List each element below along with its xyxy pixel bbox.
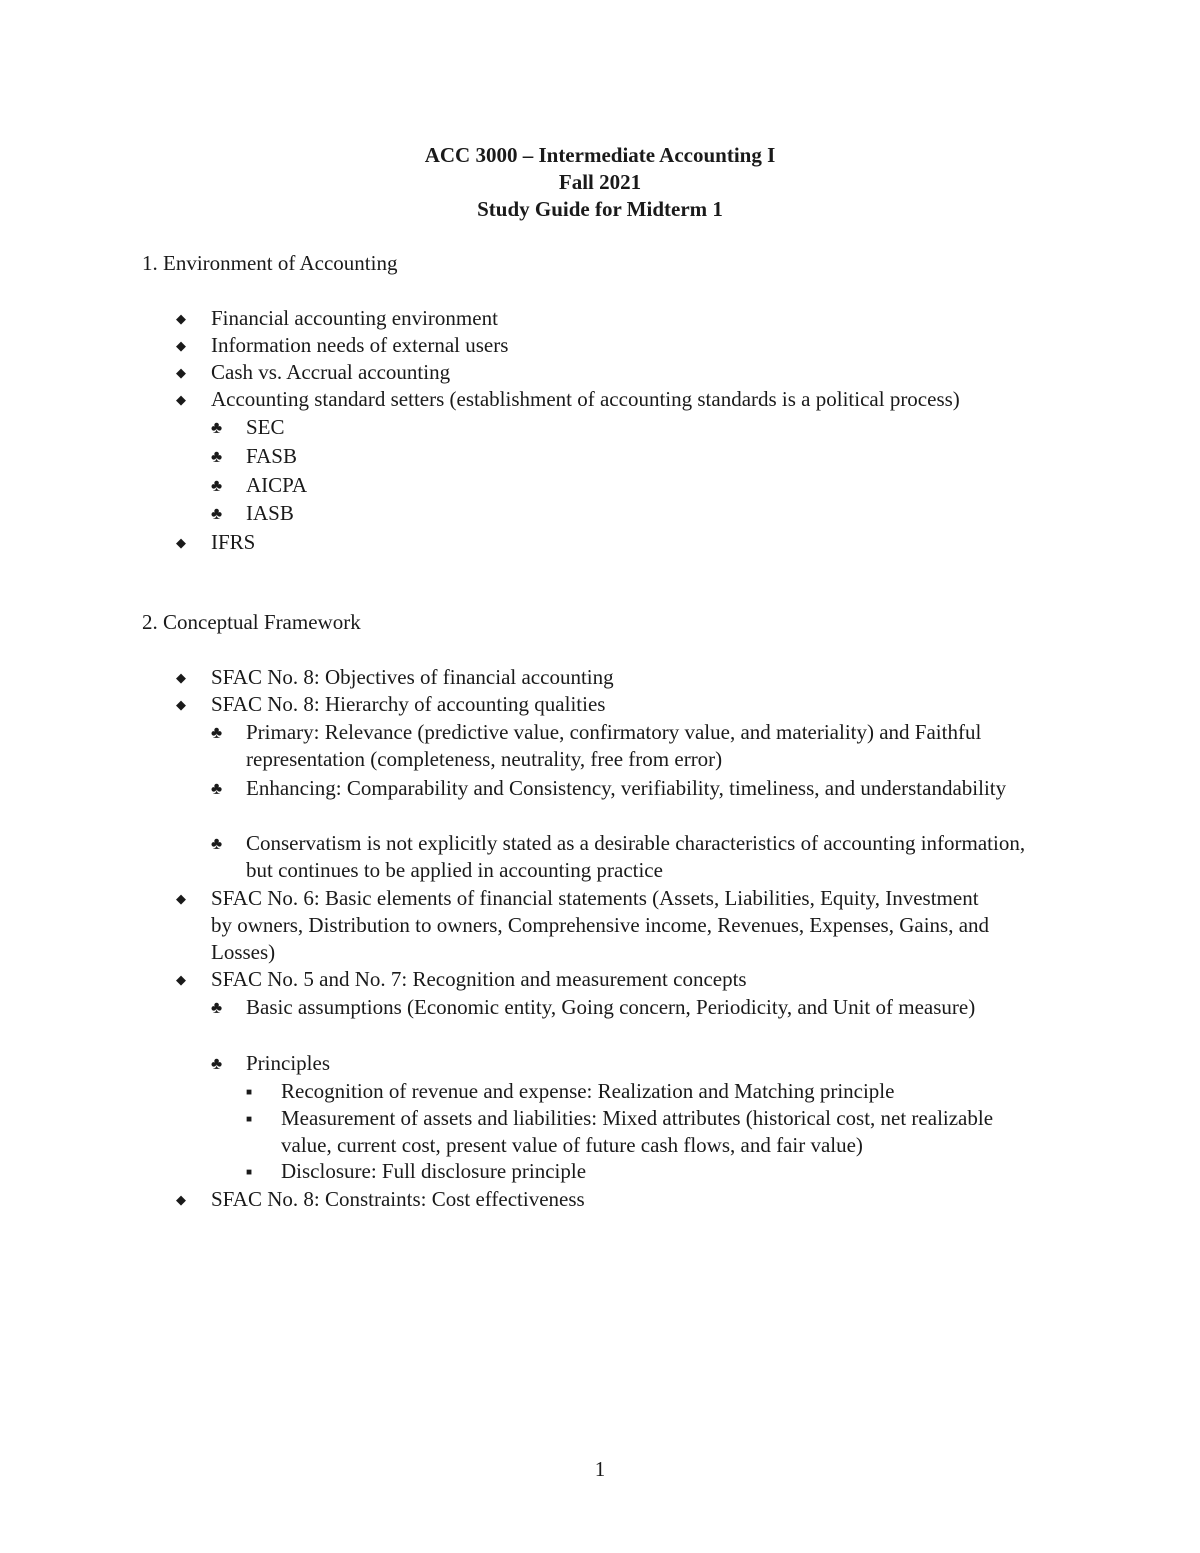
diamond-bullet-icon: ◆ xyxy=(176,891,186,906)
list-item: ♣ FASB xyxy=(211,444,297,468)
document-header xyxy=(0,142,1200,223)
list-item: ◆ Financial accounting environment xyxy=(176,306,498,330)
list-item: ♣ SEC xyxy=(211,415,285,439)
list-item: ◆ SFAC No. 6: Basic elements of financial statements (Assets, Liabilities, Equity, Investment by owners, Distribution to owners, Comprehensive income, Revenues, Expenses, Gains, and Losses) xyxy=(176,886,990,964)
diamond-bullet-icon: ◆ xyxy=(176,365,186,380)
list-item: ■ Disclosure: Full disclosure principle xyxy=(246,1158,1046,1185)
club-bullet-icon: ♣ xyxy=(211,447,223,466)
list-item: ♣ Principles xyxy=(211,1051,330,1075)
list-item: ♣ Enhancing: Comparability and Consistency, verifiability, timeliness, and understandability xyxy=(211,776,1007,800)
diamond-bullet-icon: ◆ xyxy=(176,697,186,712)
diamond-bullet-icon: ◆ xyxy=(176,392,186,407)
square-bullet-icon: ■ xyxy=(246,1167,253,1178)
diamond-bullet-icon: ◆ xyxy=(176,535,186,550)
list-item: ■ Measurement of assets and liabilities: Mixed attributes (historical cost, net realizable value, current cost, present value of future cash flows, and fair value) xyxy=(246,1106,994,1157)
term: Fall 2021 xyxy=(558,170,642,194)
document-title: Study Guide for Midterm 1 xyxy=(477,197,723,221)
list-item: ♣ Basic assumptions (Economic entity, Going concern, Periodicity, and Unit of measure) xyxy=(211,995,976,1019)
club-bullet-icon: ♣ xyxy=(211,779,223,798)
square-bullet-icon: ■ xyxy=(246,1087,253,1098)
club-bullet-icon: ♣ xyxy=(211,1054,223,1073)
list-item: ♣ Primary: Relevance (predictive value, confirmatory value, and materiality) and Faithful representation (completeness, neutrality, free from error) xyxy=(211,720,982,771)
list-item: ♣ AICPA xyxy=(211,473,308,497)
list-item: ◆ SFAC No. 8: Hierarchy of accounting qualities xyxy=(176,692,606,716)
diamond-bullet-icon: ◆ xyxy=(176,311,186,326)
club-bullet-icon: ♣ xyxy=(211,834,223,853)
list-item: ♣ IASB xyxy=(211,501,294,525)
list-item: ◆ SFAC No. 8: Objectives of financial accounting xyxy=(176,665,614,689)
square-bullet-icon: ■ xyxy=(246,1114,253,1125)
course-title: ACC 3000 – Intermediate Accounting I xyxy=(424,143,776,167)
diamond-bullet-icon: ◆ xyxy=(176,338,186,353)
list-item: ◆ Information needs of external users xyxy=(176,333,509,357)
club-bullet-icon: ♣ xyxy=(211,476,223,495)
list-item: ◆ SFAC No. 8: Constraints: Cost effectiveness xyxy=(176,1187,585,1211)
list-item: ◆ Accounting standard setters (establishment of accounting standards is a political process) xyxy=(176,387,960,411)
page-number: 1 xyxy=(594,1457,606,1481)
diamond-bullet-icon: ◆ xyxy=(176,1192,186,1207)
club-bullet-icon: ♣ xyxy=(211,998,223,1017)
list-item: ◆ IFRS xyxy=(176,530,256,554)
club-bullet-icon: ♣ xyxy=(211,504,223,523)
section-heading-conceptual-framework: 2. Conceptual Framework xyxy=(142,610,361,634)
section-heading-environment: 1. Environment of Accounting xyxy=(142,251,398,275)
list-item: ◆ Cash vs. Accrual accounting xyxy=(176,360,451,384)
list-item: ■ Recognition of revenue and expense: Realization and Matching principle xyxy=(246,1078,1046,1105)
club-bullet-icon: ♣ xyxy=(211,418,223,437)
club-bullet-icon: ♣ xyxy=(211,723,223,742)
diamond-bullet-icon: ◆ xyxy=(176,670,186,685)
list-item: ◆ SFAC No. 5 and No. 7: Recognition and measurement concepts xyxy=(176,967,747,991)
list-item: ♣ Conservatism is not explicitly stated as a desirable characteristics of accounting information, but continues to be applied in accounting practice xyxy=(211,831,1026,882)
diamond-bullet-icon: ◆ xyxy=(176,972,186,987)
